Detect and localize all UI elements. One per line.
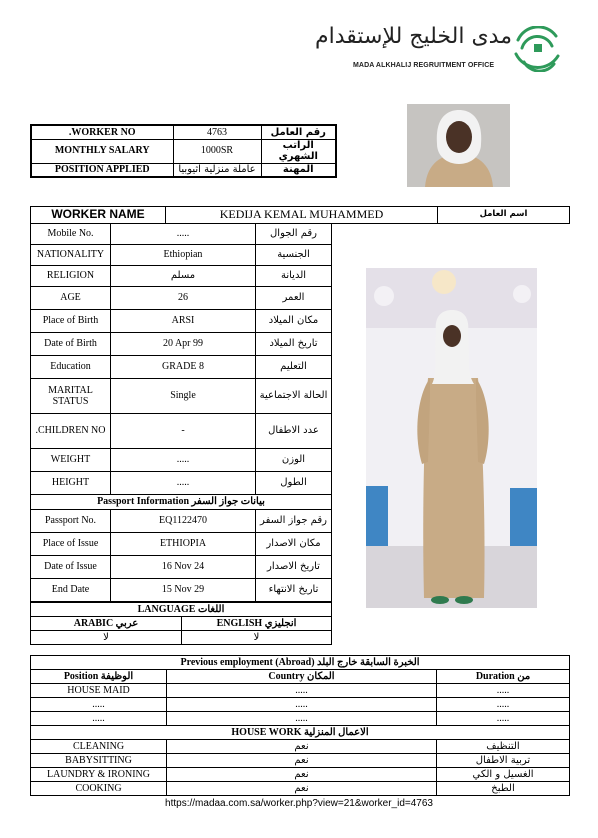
employment-header: Previous employment (Abroad) الخبرة السابقة خارج البلد	[31, 656, 570, 670]
housework-header: HOUSE WORK الاعمال المنزلية	[31, 726, 570, 740]
detail-label-en: MARITAL STATUS	[31, 379, 111, 414]
detail-label-en: NATIONALITY	[31, 245, 111, 266]
passport-row	[31, 533, 332, 556]
detail-row	[31, 379, 332, 414]
summary-row	[31, 163, 336, 177]
logo-arabic-name: مدى الخليج للإستقدام	[315, 24, 512, 49]
passport-label-en: Place of Issue	[31, 533, 111, 556]
language-header: LANGUAGE اللغات	[31, 603, 332, 617]
detail-label-en: Mobile No.	[31, 224, 111, 245]
employment-col-country: Country المكان	[167, 670, 437, 684]
passport-label-ar: تاريخ الانتهاء	[256, 579, 332, 602]
passport-row	[31, 510, 332, 533]
detail-label-en: Date of Birth	[31, 333, 111, 356]
detail-value: .....	[111, 472, 256, 495]
worker-page-url[interactable]: https://madaa.com.sa/worker.php?view=21&worker_id=4763	[165, 798, 433, 809]
passport-label-ar: رقم جواز السفر	[256, 510, 332, 533]
employment-row	[31, 684, 570, 698]
detail-value: مسلم	[111, 266, 256, 287]
employment-country: .....	[167, 684, 437, 698]
detail-row	[31, 287, 332, 310]
language-values-row	[31, 631, 332, 645]
language-table	[30, 602, 332, 645]
detail-label-en: HEIGHT	[31, 472, 111, 495]
company-logo	[315, 24, 570, 74]
employment-duration: .....	[437, 712, 570, 726]
summary-row	[31, 125, 336, 139]
employment-duration: .....	[437, 698, 570, 712]
logo-emblem-icon	[512, 26, 564, 72]
housework-task-ar: الطبخ	[437, 782, 570, 796]
detail-value: .....	[111, 224, 256, 245]
summary-value: عاملة منزلية اثيوبيا	[173, 163, 261, 177]
worker-name-label-en: WORKER NAME	[31, 207, 166, 224]
employment-row	[31, 698, 570, 712]
housework-row	[31, 768, 570, 782]
detail-value: 20 Apr 99	[111, 333, 256, 356]
housework-value: نعم	[167, 782, 437, 796]
housework-task-ar: تربية الاطفال	[437, 754, 570, 768]
language-arabic-label: ARABIC عربي	[31, 617, 182, 631]
housework-value: نعم	[167, 754, 437, 768]
employment-position: .....	[31, 712, 167, 726]
summary-value: 4763	[173, 125, 261, 139]
passport-value: 16 Nov 24	[111, 556, 256, 579]
passport-label-en: Date of Issue	[31, 556, 111, 579]
summary-table	[30, 124, 337, 178]
detail-row	[31, 266, 332, 287]
detail-row	[31, 224, 332, 245]
passport-label-ar: تاريخ الاصدار	[256, 556, 332, 579]
language-labels-row	[31, 617, 332, 631]
housework-task-en: LAUNDRY & IRONING	[31, 768, 167, 782]
detail-row	[31, 310, 332, 333]
detail-label-en: .CHILDREN NO	[31, 414, 111, 449]
detail-label-ar: العمر	[256, 287, 332, 310]
employment-col-duration: Duration من	[437, 670, 570, 684]
worker-name-value: KEDIJA KEMAL MUHAMMED	[166, 207, 438, 224]
housework-value: نعم	[167, 740, 437, 754]
language-header-row	[31, 603, 332, 617]
detail-value: Single	[111, 379, 256, 414]
detail-label-ar: التعليم	[256, 356, 332, 379]
passport-label-ar: مكان الاصدار	[256, 533, 332, 556]
detail-row	[31, 333, 332, 356]
language-english-value: لا	[182, 631, 332, 645]
details-table	[30, 223, 332, 602]
housework-task-ar: الغسيل و الكي	[437, 768, 570, 782]
detail-value: 26	[111, 287, 256, 310]
detail-label-ar: رقم الجوال	[256, 224, 332, 245]
passport-header-row	[31, 495, 332, 510]
detail-row	[31, 414, 332, 449]
detail-row	[31, 245, 332, 266]
logo-english-name: MADA ALKHALIJ REGRUITMENT OFFICE	[353, 62, 495, 69]
detail-value: Ethiopian	[111, 245, 256, 266]
passport-row	[31, 556, 332, 579]
passport-value: ETHIOPIA	[111, 533, 256, 556]
summary-label-ar: الراتب الشهري	[261, 139, 336, 163]
detail-value: ARSI	[111, 310, 256, 333]
employment-position: .....	[31, 698, 167, 712]
employment-col-position: Position الوظيفة	[31, 670, 167, 684]
housework-header-row	[31, 726, 570, 740]
summary-row	[31, 139, 336, 163]
passport-value: 15 Nov 29	[111, 579, 256, 602]
detail-label-en: RELIGION	[31, 266, 111, 287]
summary-label-en: POSITION APPLIED	[31, 163, 173, 177]
employment-country: .....	[167, 698, 437, 712]
summary-label-en: MONTHLY SALARY	[31, 139, 173, 163]
employment-columns-row	[31, 670, 570, 684]
summary-label-en: .WORKER NO	[31, 125, 173, 139]
worker-headshot-photo	[407, 104, 510, 187]
language-english-label: ENGLISH انجليزي	[182, 617, 332, 631]
detail-label-ar: الجنسية	[256, 245, 332, 266]
worker-name-row	[31, 207, 570, 224]
detail-label-en: Place of Birth	[31, 310, 111, 333]
employment-header-row	[31, 656, 570, 670]
passport-label-en: End Date	[31, 579, 111, 602]
detail-row	[31, 472, 332, 495]
detail-value: GRADE 8	[111, 356, 256, 379]
passport-label-en: Passport No.	[31, 510, 111, 533]
detail-label-ar: مكان الميلاد	[256, 310, 332, 333]
employment-position: HOUSE MAID	[31, 684, 167, 698]
worker-full-body-photo	[366, 268, 537, 608]
housework-task-ar: التنظيف	[437, 740, 570, 754]
housework-row	[31, 782, 570, 796]
detail-row	[31, 356, 332, 379]
detail-label-en: Education	[31, 356, 111, 379]
detail-value: -	[111, 414, 256, 449]
housework-task-en: COOKING	[31, 782, 167, 796]
housework-row	[31, 754, 570, 768]
summary-value: 1000SR	[173, 139, 261, 163]
passport-value: EQ1122470	[111, 510, 256, 533]
worker-name-label-ar: اسم العامل	[438, 207, 570, 224]
passport-row	[31, 579, 332, 602]
employment-table	[30, 655, 570, 796]
language-arabic-value: لا	[31, 631, 182, 645]
detail-label-ar: الطول	[256, 472, 332, 495]
housework-task-en: CLEANING	[31, 740, 167, 754]
worker-name-table	[30, 206, 570, 224]
detail-label-ar: تاريخ الميلاد	[256, 333, 332, 356]
detail-label-en: WEIGHT	[31, 449, 111, 472]
employment-country: .....	[167, 712, 437, 726]
housework-task-en: BABYSITTING	[31, 754, 167, 768]
detail-label-ar: الحالة الاجتماعية	[256, 379, 332, 414]
employment-duration: .....	[437, 684, 570, 698]
housework-value: نعم	[167, 768, 437, 782]
detail-label-ar: الوزن	[256, 449, 332, 472]
housework-row	[31, 740, 570, 754]
detail-label-en: AGE	[31, 287, 111, 310]
summary-label-ar: رقم العامل	[261, 125, 336, 139]
summary-label-ar: المهنة	[261, 163, 336, 177]
detail-row	[31, 449, 332, 472]
passport-header: Passport Information بيانات جواز السفر	[31, 495, 332, 510]
employment-row	[31, 712, 570, 726]
detail-label-ar: عدد الاطفال	[256, 414, 332, 449]
detail-value: .....	[111, 449, 256, 472]
detail-label-ar: الديانة	[256, 266, 332, 287]
